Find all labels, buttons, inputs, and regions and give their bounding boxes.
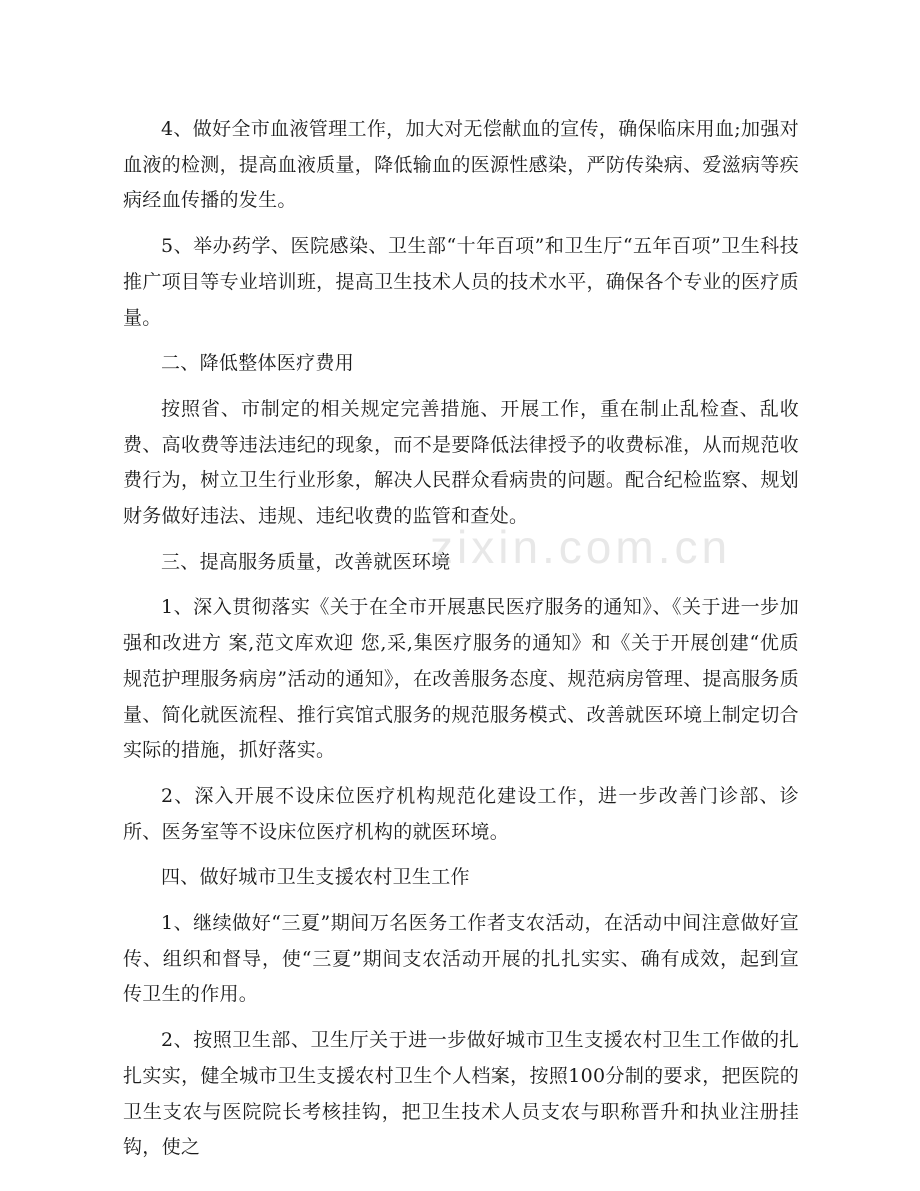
paragraph-fee-regulation: 按照省、市制定的相关规定完善措施、开展工作，重在制止乱检查、乱收费、高收费等违法违纪的现象，而不是要降低法律授予的收费标准，从而规范收费行为，树立卫生行业形象，解决人民群众看病贵的问题。配合纪检监察、规划财务做好违法、违规、违纪收费的监管和查处。	[123, 397, 799, 528]
paragraph-rural-archives: 2、按照卫生部、卫生厅关于进一步做好城市卫生支援农村卫生工作做的扎扎实实，健全城市卫生支援农村卫生个人档案，按照100分制的要求，把医院的卫生支农与医院院长考核挂钩，把卫生技术人员支农与职称晋升和执业注册挂钩，使之	[123, 1029, 799, 1159]
section-heading-rural-support: 四、做好城市卫生支援农村卫生工作	[161, 866, 470, 889]
paragraph-service-notices: 1、深入贯彻落实《关于在全市开展惠民医疗服务的通知》、《关于进一步加强和改进方 案,范文库欢迎 您,采,集医疗服务的通知》和《关于开展创建“优质规范护理服务病房”活动的通知》，在改善服务态度、规范病房管理、提高服务质量、简化就医流程、推行宾馆式服务的规范服务模式、改善就医环境上制定切合实际的措施，抓好落实。	[123, 596, 800, 762]
paragraph-training: 5、举办药学、医院感染、卫生部“十年百项”和卫生厅“五年百项”卫生科技推广项目等专业培训班，提高卫生技术人员的技术水平，确保各个专业的医疗质量。	[123, 235, 799, 329]
paragraph-summer-support: 1、继续做好“三夏”期间万名医务工作者支农活动，在活动中间注意做好宣传、组织和督导，使“三夏”期间支农活动开展的扎扎实实、确有成效，起到宣传卫生的作用。	[123, 912, 799, 1006]
watermark-logo: zixin.com.cn	[430, 521, 732, 573]
paragraph-clinic-standardization: 2、深入开展不设床位医疗机构规范化建设工作，进一步改善门诊部、诊所、医务室等不设床位医疗机构的就医环境。	[123, 784, 799, 843]
section-heading-reduce-costs: 二、降低整体医疗费用	[161, 352, 355, 375]
document-body	[123, 112, 799, 1176]
section-heading-service-quality: 三、提高服务质量，改善就医环境	[161, 550, 451, 573]
paragraph-blood-management: 4、做好全市血液管理工作，加大对无偿献血的宣传，确保临床用血;加强对血液的检测，提高血液质量，降低输血的医源性感染，严防传染病、爱滋病等疾病经血传播的发生。	[123, 118, 799, 212]
